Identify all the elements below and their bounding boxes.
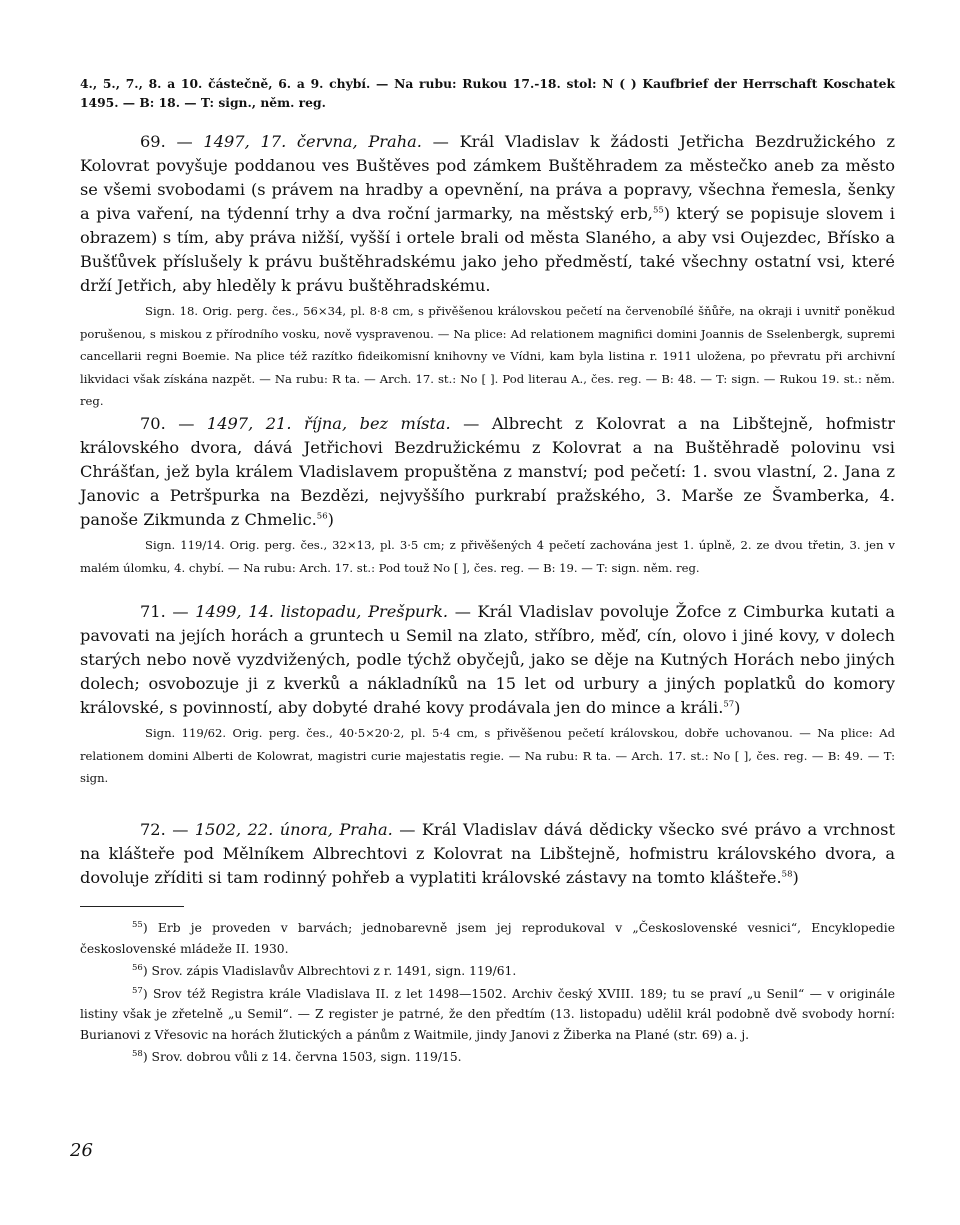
entry-body: — Král Vladislav dává dědicky všecko své právo a vrchnost na klášteře pod Mělníkem Albrechtovi z Kolovrat na Libštejně, hofmistru královského dvora, a dovoluje zříditi si tam rodinný pohřeb a vyplatiti královské zástavy na tomto klášteře. bbox=[80, 820, 895, 887]
entry-text bbox=[80, 130, 895, 298]
archival-note-text: Sign. 18. Orig. perg. čes., 56×34, pl. 8·8 cm, s přivěšenou královskou pečetí na červenobílé šňůře, na okraji i uvnitř poněkud porušenou, s miskou z přírodního vosku, nově vyspravenou. — Na plice: Ad relationem magnifici domini Joannis de Sselenbergk, supremi cancellarii regni Boemie. Na plice též razítko fideikomisní knihovny ve Vídni, kam byla listina r. 1911 uložena, po převratu při archivní likvidaci však získána nazpět. — Na rubu: R ta. — Arch. 17. st.: No [ ]. Pod literau A., čes. reg. — B: 48. — T: sign. — Rukou 19. st.: něm. reg. bbox=[80, 304, 895, 408]
entry-body: — Král Vladislav k žádosti Jetřicha Bezdružického z Kolovrat povyšuje poddanou ves Buštěves pod zámkem Buštěhradem za městečko aneb za město se všemi svobodami (s právem na hradby a opevnění, na práva a popravy, všechna řemesla, šenky a piva vaření, na týdenní trhy a dva roční jarmarky, na městský erb, bbox=[80, 132, 896, 223]
entry-text bbox=[80, 600, 895, 720]
entry-text bbox=[80, 818, 895, 890]
entry-number: 72. bbox=[140, 820, 166, 839]
entry-body: — Král Vladislav povoluje Žofce z Cimburka kutati a pavovati na jejích horách a gruntech u Semil na zlato, stříbro, měď, cín, olovo i jiné kovy, v dolech starých nebo nově vyzdvižených, podle týchž obyčejů, jako se děje na Kutných Horách nebo jiných dolech; osvobozuje ji z kverků a nákladníků na 15 let od urbury a jiných poplatků do komory královské, s povinností, aby dobyté drahé kovy prodávala jen do mince a králi. bbox=[80, 602, 895, 717]
entry-date: 1502, 22. února, Praha. bbox=[194, 820, 393, 839]
footnote-number: 55 bbox=[132, 919, 143, 930]
entry-dash: — bbox=[176, 132, 193, 151]
entry-body-cont: ) který se popisuje slovem i obrazem) s tím, aby práva nižší, vyšší i ortele brali od města Slaného, a aby vsi Oujezdec, Břísko a Bušťůvek příslušely k právu buštěhradskému jako jeho předměstí, také všechny ostatní vsi, které drží Jetřich, aby hleděly k právu buštěhradskému. bbox=[80, 204, 895, 295]
entry-archival-note bbox=[80, 534, 895, 579]
footnote-number: 58 bbox=[132, 1048, 143, 1059]
footnote-ref: 57 bbox=[723, 699, 735, 710]
entry-body-cont: ) bbox=[327, 510, 334, 529]
entry-text bbox=[80, 412, 895, 532]
footnote-text: ) Srov. dobrou vůli z 14. června 1503, sign. 119/15. bbox=[142, 1050, 462, 1064]
footnote-text: ) Srov též Registra krále Vladislava II. z let 1498—1502. Archiv český XVIII. 189; tu se praví „u Senil“ — v originále listiny však je zřetelně „u Semil“. — Z register je patrné, že den předtím (13. listopadu) udělil král podobně dvě svobody horní: Burianovi z Vřesovic na horách žlutických a pánům z Waitmile, jindy Janovi z Žiberka na Plané (str. 69) a. j. bbox=[80, 986, 895, 1042]
footnote-55 bbox=[80, 918, 895, 959]
entry-dash: — bbox=[178, 414, 195, 433]
entry-69 bbox=[80, 130, 895, 413]
entry-archival-note bbox=[80, 300, 895, 413]
continued-note: 4., 5., 7., 8. a 10. částečně, 6. a 9. chybí. — Na rubu: Rukou 17.-18. stol: N ( ) Kaufbrief der Herrschaft Koschatek 1495. — B: 18. — T: sign., něm. reg. bbox=[80, 76, 895, 110]
footnote-divider bbox=[80, 906, 184, 907]
entry-body-cont: ) bbox=[734, 698, 741, 717]
entry-date: 1499, 14. listopadu, Prešpurk. bbox=[195, 602, 449, 621]
archival-note-text: Sign. 119/14. Orig. perg. čes., 32×13, pl. 3·5 cm; z přivěšených 4 pečetí zachována jest 1. úplně, 2. ze dvou třetin, 3. jen v malém úlomku, 4. chybí. — Na rubu: Arch. 17. st.: Pod touž No [ ], čes. reg. — B: 19. — T: sign. něm. reg. bbox=[80, 538, 895, 575]
footnotes bbox=[80, 918, 895, 1070]
entry-date: 1497, 17. června, Praha. bbox=[203, 132, 422, 151]
entry-71 bbox=[80, 600, 895, 790]
footnote-text: ) Srov. zápis Vladislavův Albrechtovi z r. 1491, sign. 119/61. bbox=[142, 964, 517, 978]
footnote-number: 56 bbox=[132, 962, 143, 973]
footnote-57 bbox=[80, 984, 895, 1046]
footnote-ref: 56 bbox=[316, 511, 328, 522]
entry-body-cont: ) bbox=[792, 868, 799, 887]
footnote-ref: 55 bbox=[652, 205, 664, 216]
footnote-58 bbox=[80, 1047, 895, 1068]
entry-number: 69. bbox=[140, 132, 166, 151]
entry-dash: — bbox=[172, 820, 189, 839]
entry-70 bbox=[80, 412, 895, 579]
footnote-number: 57 bbox=[132, 985, 143, 996]
entry-number: 70. bbox=[140, 414, 166, 433]
entry-archival-note bbox=[80, 722, 895, 790]
entry-dash: — bbox=[172, 602, 189, 621]
entry-number: 71. bbox=[140, 602, 166, 621]
footnote-text: ) Erb je proveden v barvách; jednobarevně jsem jej reprodukoval v „Československé vesnici“, Encyklopedie československé mládeže II. 1930. bbox=[80, 921, 895, 956]
entry-date: 1497, 21. října, bez místa. bbox=[206, 414, 451, 433]
footnote-56 bbox=[80, 961, 895, 982]
archival-note-text: Sign. 119/62. Orig. perg. čes., 40·5×20·2, pl. 5·4 cm, s přivěšenou pečetí královskou, dobře uchovanou. — Na plice: Ad relationem domini Alberti de Kolowrat, magistri curie majestatis regie. — Na rubu: R ta. — Arch. 17. st.: No [ ], čes. reg. — B: 49. — T: sign. bbox=[80, 726, 895, 785]
entry-72 bbox=[80, 818, 895, 890]
page-number: 26 bbox=[70, 1140, 93, 1161]
entry-body: — Albrecht z Kolovrat a na Libštejně, hofmistr královského dvora, dává Jetřichovi Bezdružickému z Kolovrat a na Buštěhradě polovinu vsi Chrášťan, jež byla králem Vladislavem propuštěna z manství; pod pečetí: 1. svou vlastní, 2. Jana z Janovic a Petršpurka na Bezdězi, nejvyššího purkrabí pražského, 3. Marše ze Švamberka, 4. panoše Zikmunda z Chmelic. bbox=[80, 414, 895, 529]
footnote-ref: 58 bbox=[781, 869, 793, 880]
